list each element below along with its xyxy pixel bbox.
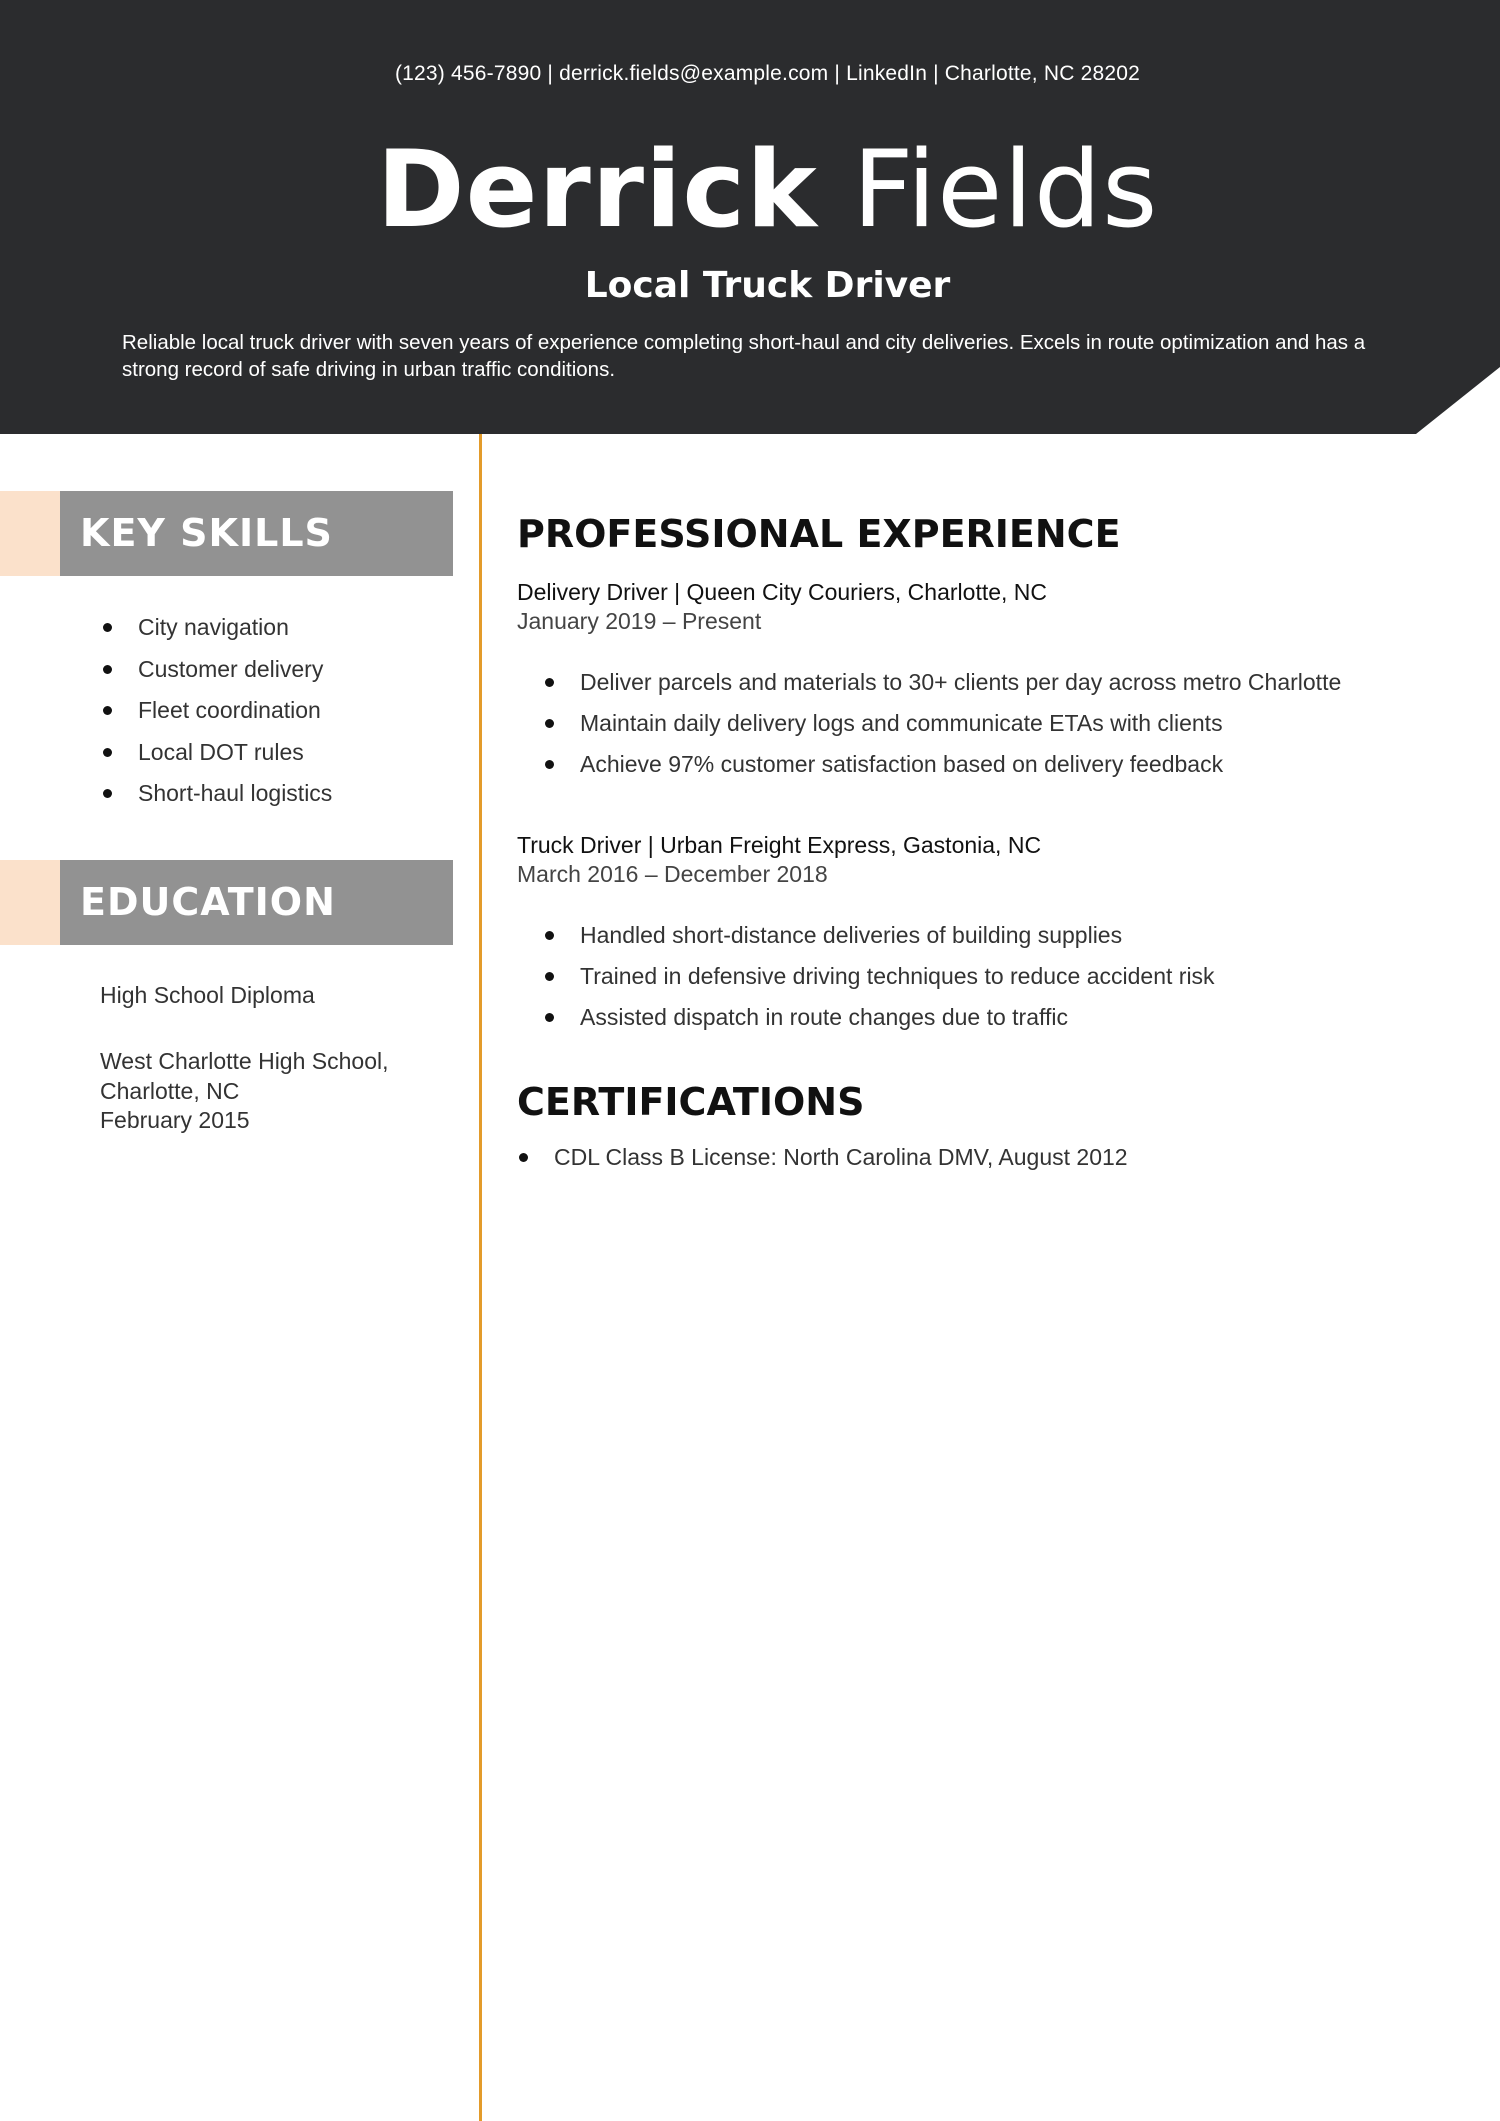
job-bullet: Handled short-distance deliveries of building supplies (542, 915, 1215, 956)
skills-list (100, 607, 332, 815)
job-bullets (542, 662, 1341, 785)
skill-item: Customer delivery (100, 649, 332, 691)
job-header: Truck Driver | Urban Freight Express, Gastonia, NC (517, 832, 1042, 858)
education-location: Charlotte, NC (100, 1078, 240, 1104)
education-heading: EDUCATION (80, 880, 336, 924)
job-bullet: Deliver parcels and materials to 30+ clients per day across metro Charlotte (542, 662, 1341, 703)
education-degree: High School Diploma (100, 982, 315, 1008)
certification-item: CDL Class B License: North Carolina DMV, August 2012 (517, 1141, 1128, 1173)
job-bullet: Maintain daily delivery logs and communicate ETAs with clients (542, 703, 1341, 744)
contact-line: (123) 456-7890 | derrick.fields@example.com | LinkedIn | Charlotte, NC 28202 (394, 62, 1141, 85)
skills-heading: KEY SKILLS (80, 511, 333, 555)
job-bullet: Trained in defensive driving techniques to reduce accident risk (542, 956, 1215, 997)
skill-item: Local DOT rules (100, 732, 332, 774)
summary: Reliable local truck driver with seven years of experience completing short-haul and city deliveries. Excels in route optimization and has a strong record of safe driving in urban traffic conditions. (122, 331, 1366, 381)
job-header: Delivery Driver | Queen City Couriers, Charlotte, NC (517, 579, 1048, 605)
skills-accent-tab (0, 491, 60, 576)
certifications-heading: CERTIFICATIONS (517, 1080, 865, 1124)
job-bullet: Achieve 97% customer satisfaction based on delivery feedback (542, 744, 1341, 785)
job-dates: January 2019 – Present (517, 608, 762, 634)
column-divider (479, 434, 482, 2121)
last-name: Fields (852, 128, 1159, 251)
education-school: West Charlotte High School, (100, 1048, 389, 1074)
certifications-list (517, 1141, 1128, 1173)
job-bullets (542, 915, 1215, 1038)
skill-item: Short-haul logistics (100, 773, 332, 815)
job-dates: March 2016 – December 2018 (517, 861, 828, 887)
skill-item: City navigation (100, 607, 332, 649)
education-date: February 2015 (100, 1107, 250, 1133)
candidate-name (0, 128, 1500, 252)
job-bullet: Assisted dispatch in route changes due to traffic (542, 997, 1215, 1038)
first-name: Derrick (376, 128, 818, 251)
education-accent-tab (0, 860, 60, 945)
job-title: Local Truck Driver (584, 265, 951, 306)
skill-item: Fleet coordination (100, 690, 332, 732)
experience-heading: PROFESSIONAL EXPERIENCE (517, 512, 1121, 556)
